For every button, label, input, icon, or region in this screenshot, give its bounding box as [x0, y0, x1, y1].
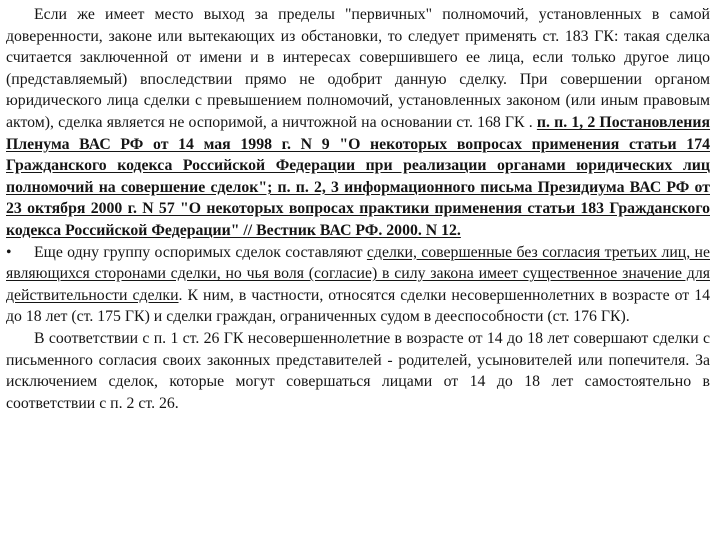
- paragraph-text: . К ним, в частности, относятся сделки несовершеннолетних в возрасте от 14 до 18 лет (ст. 175 ГК) и сделки граждан, ограниченных судом в дееспособности (ст. 176 ГК).: [6, 286, 710, 326]
- paragraph-text: В соответствии с п. 1 ст. 26 ГК несовершеннолетние в возрасте от 14 до 18 лет совершают сделки с письменного согласия своих законных представителей - родителей, усыновителей или попечителя. За исключением сделок, которые могут совершаться лицами от 14 до 18 лет самостоятельно в соответствии с п. 2 ст. 26.: [6, 329, 710, 412]
- paragraph-excess-authority: [6, 4, 710, 242]
- legal-reference: п. п. 1, 2 Постановления Пленума ВАС РФ от 14 мая 1998 г. N 9 "О некоторых вопросах применения статьи 174 Гражданского кодекса Российской Федерации при реализации органами юридических лиц полномочий на совершение сделок"; п. п. 2, 3 информационного письма Президиума ВАС РФ от 23 октября 2000 г. N 57 "О некоторых вопросах практики применения статьи 183 Гражданского кодекса Российской Федерации" // Вестник ВАС РФ. 2000. N 12.: [6, 113, 711, 239]
- document-page: [6, 4, 710, 414]
- paragraph-text: Если же имеет место выход за пределы "первичных" полномочий, установленных в самой доверенности, законе или вытекающих из обстановки, то следует применять ст. 183 ГК: такая сделка считается заключенной от имени и в интересах совершившего ее лица, если только другое лицо (представляемый) впоследствии прямо не одобрит данную сделку. При совершении органом юридического лица сделки с превышением полномочий, установленных законом (или иным правовым актом), сделка является не оспоримой, а ничтожной на основании ст. 168 ГК .: [6, 6, 710, 131]
- paragraph-text: Еще одну группу оспоримых сделок составляют: [34, 243, 367, 261]
- bullet-marker: •: [6, 243, 12, 261]
- paragraph-minors: [6, 328, 710, 414]
- underlined-term: сделки, совершенные без согласия третьих лиц, не являющихся сторонами сделки, но чья воля (согласие) в силу закона имеет существенное значение для действительности сделки: [6, 243, 710, 304]
- paragraph-third-party-consent: [6, 242, 710, 328]
